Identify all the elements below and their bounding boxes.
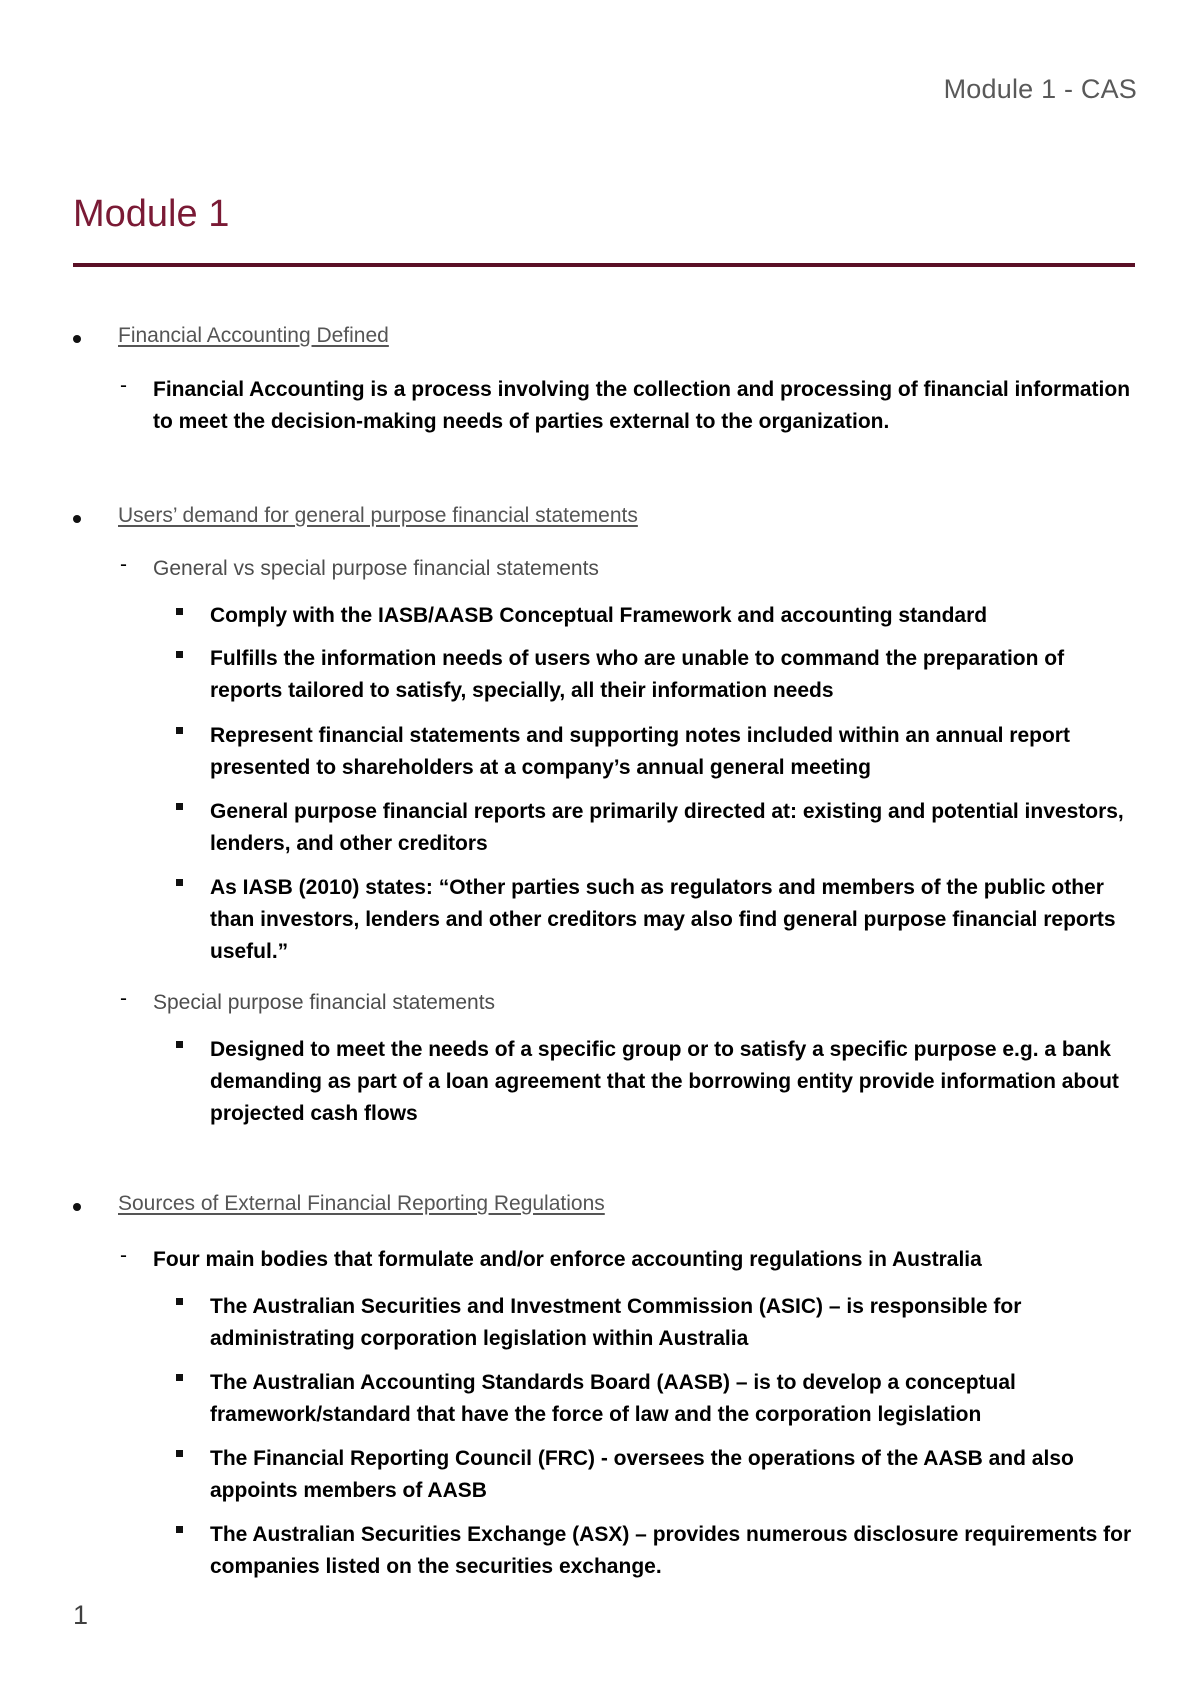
- square-bullet-icon: [176, 608, 183, 615]
- square-bullet-icon: [176, 879, 183, 886]
- list-item: Special purpose financial statements: [153, 991, 496, 1014]
- title-divider: [73, 263, 1135, 267]
- list-item: The Australian Accounting Standards Board (AASB) – is to develop a conceptual framework/standard that have the force of law and the corporation legislation: [210, 1371, 1016, 1426]
- bullet-icon: [73, 335, 81, 343]
- page-title: Module 1: [73, 193, 230, 235]
- list-item: The Australian Securities Exchange (ASX) – provides numerous disclosure requirements for companies listed on the securities exchange.: [210, 1523, 1132, 1578]
- running-header: Module 1 - CAS: [943, 74, 1137, 104]
- square-bullet-icon: [176, 1374, 183, 1381]
- bullet-icon: [73, 515, 81, 523]
- list-item: As IASB (2010) states: “Other parties such as regulators and members of the public other than investors, lenders and other creditors may also find general purpose financial reports useful.”: [210, 876, 1116, 963]
- section-heading: Users’ demand for general purpose financial statements: [118, 504, 638, 527]
- dash-icon: -: [120, 553, 127, 576]
- square-bullet-icon: [176, 1041, 183, 1048]
- square-bullet-icon: [176, 727, 183, 734]
- list-item: Represent financial statements and supporting notes included within an annual report presented to shareholders at a company’s annual general meeting: [210, 724, 1070, 779]
- dash-icon: -: [120, 1244, 127, 1267]
- list-item: Designed to meet the needs of a specific group or to satisfy a specific purpose e.g. a bank demanding as part of a loan agreement that the borrowing entity provide information about projected cash flows: [210, 1038, 1119, 1125]
- list-item: General vs special purpose financial statements: [153, 557, 599, 580]
- square-bullet-icon: [176, 1298, 183, 1305]
- list-item: Fulfills the information needs of users who are unable to command the preparation of reports tailored to satisfy, specially, all their information needs: [210, 647, 1065, 702]
- list-item: The Australian Securities and Investment Commission (ASIC) – is responsible for administrating corporation legislation within Australia: [210, 1295, 1022, 1350]
- section-heading: Sources of External Financial Reporting Regulations: [118, 1192, 605, 1215]
- list-item: Comply with the IASB/AASB Conceptual Framework and accounting standard: [210, 604, 988, 627]
- dash-icon: -: [120, 374, 127, 397]
- square-bullet-icon: [176, 651, 183, 658]
- square-bullet-icon: [176, 1526, 183, 1533]
- list-item: Financial Accounting is a process involving the collection and processing of financial information to meet the decision-making needs of parties external to the organization.: [153, 378, 1131, 433]
- section-heading: Financial Accounting Defined: [118, 324, 389, 347]
- square-bullet-icon: [176, 1450, 183, 1457]
- list-item: The Financial Reporting Council (FRC) - oversees the operations of the AASB and also appoints members of AASB: [210, 1447, 1074, 1502]
- page-number: 1: [73, 1600, 89, 1630]
- bullet-icon: [73, 1203, 81, 1211]
- dash-icon: -: [120, 987, 127, 1010]
- square-bullet-icon: [176, 803, 183, 810]
- list-item: General purpose financial reports are primarily directed at: existing and potential investors, lenders, and other creditors: [210, 800, 1124, 855]
- list-item: Four main bodies that formulate and/or enforce accounting regulations in Australia: [153, 1248, 982, 1271]
